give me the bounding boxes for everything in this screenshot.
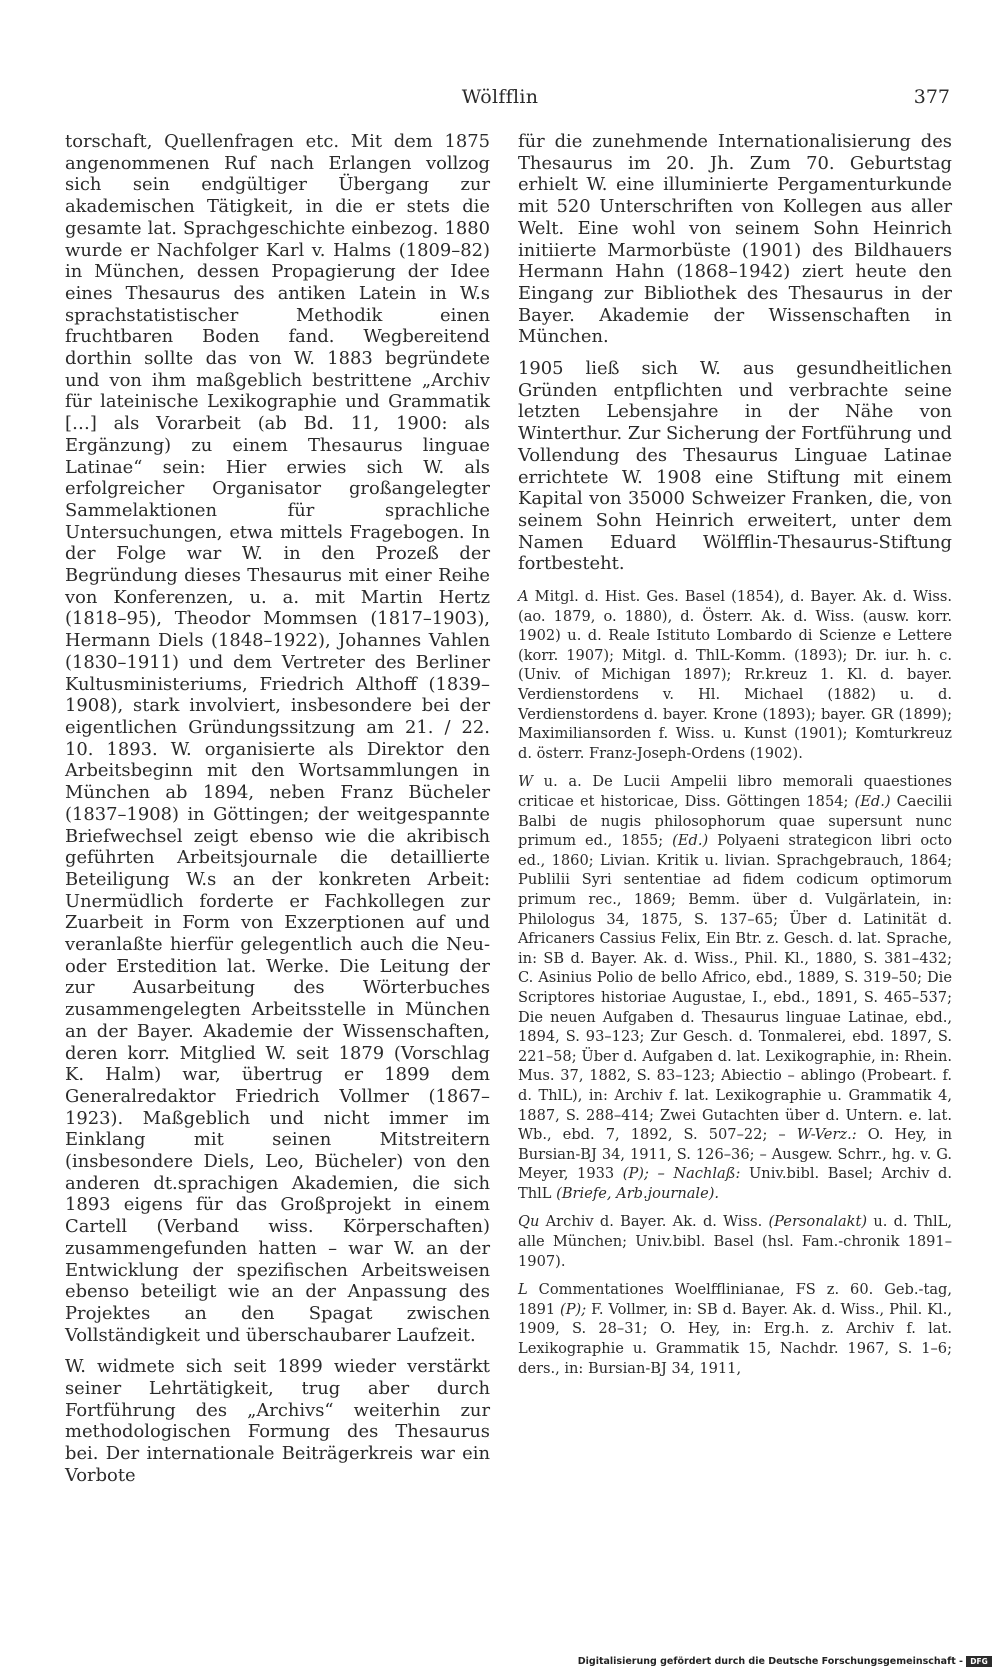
section-text: F. Vollmer, in: SB d. Bayer. Ak. d. Wiss., Phil. Kl., 1909, S. 28–31; O. Hey, in: Erg.h. z. Archiv f. lat. Lexikographie u. Grammatik 15, Nachdr. 1967, S. 1–6; ders., in: Bursian-BJ 34, 1911, bbox=[518, 1300, 953, 1377]
footer-text: Digitalisierung gefördert durch die Deutsche Forschungsgemeinschaft - bbox=[577, 1656, 963, 1667]
section-text: O. Hey, in Bursian-BJ 34, 1911, S. 126–36; – Ausgew. Schrr., hg. v. G. Meyer, 1933 bbox=[518, 1126, 952, 1183]
paragraph: für die zunehmende Internationalisierung des Thesaurus im 20. Jh. Zum 70. Geburtstag erhielt W. eine illuminierte Pergamenturkunde mit 520 Unterschriften von Kollegen aus aller Welt. Eine wohl von seinem Sohn Heinrich initiierte Marmorbüste (1901) des Bildhauers Hermann Hahn (1868–1942) ziert heute den Eingang zur Bibliothek des Thesaurus in der Bayer. Akademie der Wissenschaften in München. bbox=[518, 131, 952, 348]
digitization-footer bbox=[578, 1656, 992, 1667]
dfg-logo-icon: DFG bbox=[966, 1656, 992, 1667]
section-text: Commentationes Woelfflinianae, FS z. 60. Geb.-tag, 1891 bbox=[518, 1281, 952, 1318]
italic-text: W-Verz.: bbox=[796, 1126, 857, 1144]
works-section bbox=[518, 772, 952, 1203]
page-number: 377 bbox=[913, 86, 950, 108]
page-header bbox=[0, 86, 1000, 112]
section-label: W bbox=[518, 773, 533, 791]
section-text: Caecilii Balbi de nugis philosophorum quae supersunt nunc primum ed., 1855; bbox=[518, 793, 952, 850]
section-text: Archiv d. Bayer. Ak. d. Wiss. bbox=[539, 1213, 769, 1231]
sources-section bbox=[518, 1212, 952, 1271]
paragraph: W. widmete sich seit 1899 wieder verstärkt seiner Lehrtätigkeit, trug aber durch Fortführung des „Archivs“ weiterhin zur methodologischen Formung des Thesaurus bei. Der internationale Beiträgerkreis war ein Vorbote bbox=[65, 1356, 490, 1486]
italic-text: (Personalakt) bbox=[768, 1213, 868, 1231]
awards-section bbox=[518, 587, 952, 763]
literature-section bbox=[518, 1280, 952, 1378]
section-text: Polyaeni strategicon libri octo ed., 1860; Livian. Kritik u. livian. Sprachgebrauch, 1864; Publilii Syri sententiae ad fidem codicum optimorum primum rec., 1869; Bemm. über d. Vulgärlatein, in: Philologus 34, 1875, S. 137–65; Über d. Latinität d. Africaners Cassius Felix, Ein Btr. z. Gesch. d. lat. Sprache, in: SB d. Bayer. Ak. d. Wiss., Phil. Kl., 1880, S. 381–432; C. Asinius Polio de bello Africo, ebd., 1889, S. 319–50; Die Scriptores historiae Augustae, I., ebd., 1891, S. 465–537; Die neuen Aufgaben d. Thesaurus linguae Latinae, ebd., 1894, S. 93–123; Zur Gesch. d. Tonmalerei, ebd. 1897, S. 221–58; Über d. Aufgaben d. lat. Lexikographie, in: Rhein. Mus. 37, 1882, S. 83–123; Abiectio – ablingo (Probeart. f. d. ThlL), in: Archiv f. lat. Lexikographie u. Grammatik 4, 1887, S. 288–414; Zwei Gutachten über d. Untern. e. lat. Wb., ebd. 7, 1892, S. 507–22; – bbox=[518, 832, 953, 1144]
section-label: A bbox=[518, 588, 529, 606]
section-text: u. d. ThlL, alle München; Univ.bibl. Basel (hsl. Fam.-chronik 1891–1907). bbox=[518, 1213, 952, 1270]
italic-text: (P); – Nachlaß: bbox=[622, 1165, 741, 1183]
italic-text: (Briefe, Arb.journale). bbox=[556, 1184, 720, 1202]
running-head: Wölfflin bbox=[461, 86, 539, 108]
italic-text: (Ed.) bbox=[854, 793, 891, 810]
section-label: L bbox=[518, 1281, 528, 1299]
left-column bbox=[65, 131, 490, 1487]
section-label: Qu bbox=[518, 1213, 540, 1231]
paragraph: torschaft, Quellenfragen etc. Mit dem 1875 angenommenen Ruf nach Erlangen vollzog sich sein endgültiger Übergang zur akademischen Tätigkeit, in die er stets die gesamte lat. Sprachgeschichte einbezog. 1880 wurde er Nachfolger Karl v. Halms (1809–82) in München, dessen Propagierung der Idee eines Thesaurus des antiken Latein in W.s sprachstatistischer Methodik einen fruchtbaren Boden fand. Wegbereitend dorthin sollte das von W. 1883 begründete und von ihm maßgeblich bestrittene „Archiv für lateinische Lexikographie und Grammatik […] als Vorarbeit (ab Bd. 11, 1900: als Ergänzung) zu einem Thesaurus linguae Latinae“ sein: Hier erwies sich W. als erfolgreicher Organisator großangelegter Sammelaktionen für sprachliche Untersuchungen, etwa mittels Fragebogen. In der Folge war W. in den Prozeß der Begründung dieses Thesaurus mit einer Reihe von Konferenzen, u. a. mit Martin Hertz (1818–95), Theodor Mommsen (1817–1903), Hermann Diels (1848–1922), Johannes Vahlen (1830–1911) und dem Vertreter des Berliner Kultusministeriums, Friedrich Althoff (1839–1908), stark involviert, insbesondere bei der eigentlichen Gründungssitzung am 21. / 22. 10. 1893. W. organisierte als Direktor den Arbeitsbeginn mit den Wortsammlungen in München ab 1894, neben Franz Bücheler (1837–1908) in Göttingen; der weitgespannte Briefwechsel zeigt ebenso wie die akribisch geführten Arbeitsjournale die detaillierte Beteiligung W.s an der konkreten Arbeit: Unermüdlich forderte er Fachkollegen zur Zuarbeit in Form von Exzerptionen auf und veranlaßte hierfür gelegentlich auch die Neu- oder Erstedition lat. Werke. Die Leitung der zur Ausarbeitung des Wörterbuches zusammengelegten Arbeitsstelle in München an der Bayer. Akademie der Wissenschaften, deren korr. Mitglied W. seit 1879 (Vorschlag K. Halm) war, übertrug er 1899 dem Generalredaktor Friedrich Vollmer (1867–1923). Maßgeblich und nicht immer im Einklang mit seinen Mitstreitern (insbesondere Diels, Leo, Bücheler) von den anderen dt.sprachigen Akademien, die sich 1893 eigens für das Großprojekt in einem Cartell (Verband wiss. Körperschaften) zusammengefunden hatten – war W. an der Entwicklung der spezifischen Arbeitsweisen ebenso beteiligt wie an der Anpassung des Projektes an den Spagat zwischen Vollständigkeit und überschaubarer Laufzeit. bbox=[65, 131, 490, 1346]
section-text: Univ.bibl. Basel; Archiv d. ThlL bbox=[518, 1165, 953, 1202]
section-text: u. a. De Lucii Ampelii libro memorali quaestiones criticae et historicae, Diss. Göttingen 1854; bbox=[518, 773, 952, 810]
right-column bbox=[518, 131, 952, 1378]
italic-text: (Ed.) bbox=[672, 832, 709, 850]
italic-text: (P); bbox=[560, 1300, 587, 1318]
paragraph: 1905 ließ sich W. aus gesundheitlichen Gründen entpflichten und verbrachte seine letzten Lebensjahre in der Nähe von Winterthur. Zur Sicherung der Fortführung und Vollendung des Thesaurus Linguae Latinae errichtete W. 1908 eine Stiftung mit einem Kapital von 35000 Schweizer Franken, die, von seinem Sohn Heinrich erweitert, unter dem Namen Eduard Wölfflin-Thesaurus-Stiftung fortbesteht. bbox=[518, 358, 953, 575]
section-text: Mitgl. d. Hist. Ges. Basel (1854), d. Bayer. Ak. d. Wiss. (ao. 1879, o. 1880), d. Österr. Ak. d. Wiss. (ausw. korr. 1902) u. d. Reale Istituto Lombardo di Scienze e Lettere (korr. 1907); Mitgl. d. ThlL-Komm. (1893); Dr. iur. h. c. (Univ. of Michigan 1897); Rr.kreuz 1. Kl. d. bayer. Verdienstordens v. Hl. Michael (1882) u. d. Verdienstordens d. bayer. Krone (1893); bayer. GR (1899); Maximiliansorden f. Wiss. u. Kunst (1901); Komturkreuz d. österr. Franz-Joseph-Ordens (1902). bbox=[518, 588, 952, 762]
